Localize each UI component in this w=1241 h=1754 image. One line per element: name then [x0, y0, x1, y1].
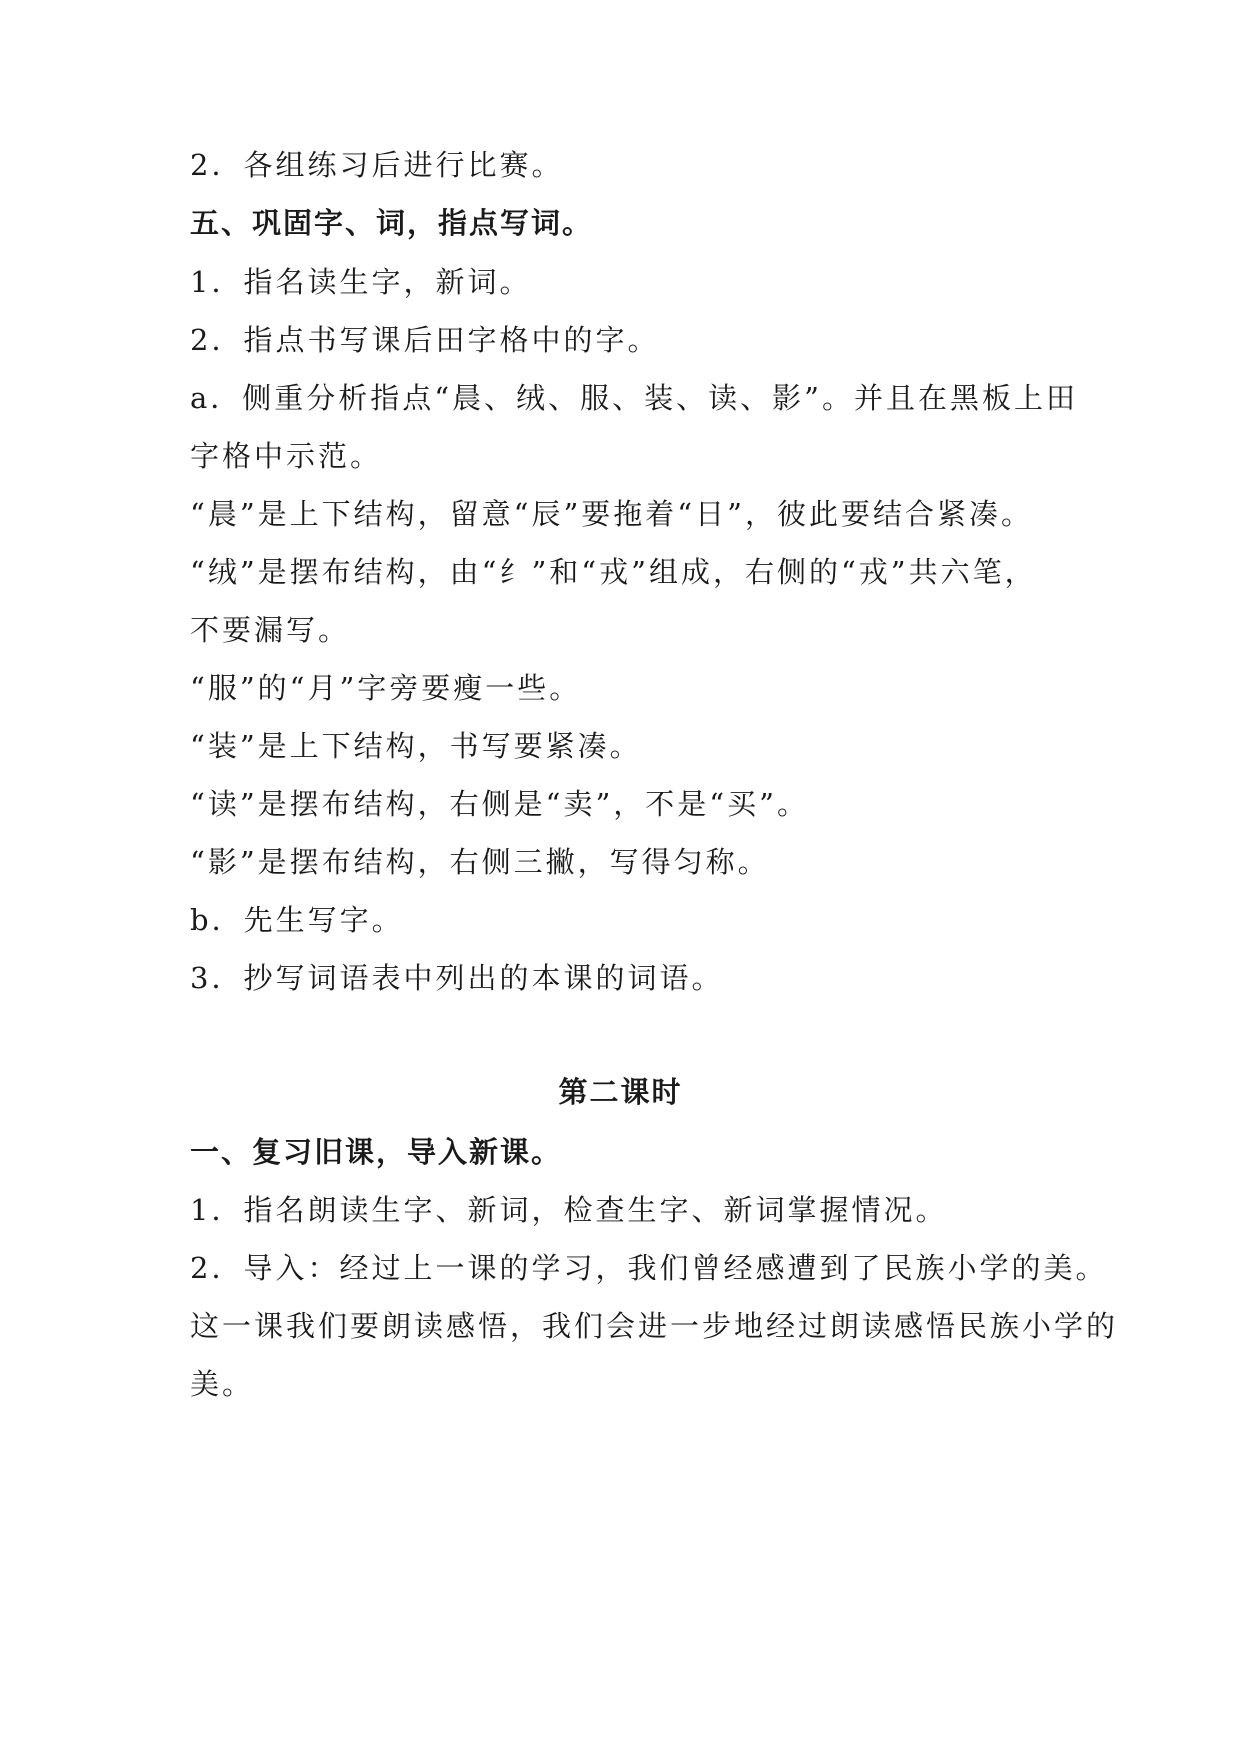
lesson-period-title: 第二课时	[558, 1075, 683, 1109]
paragraph-line: 2．指点书写课后田字格中的字。	[190, 323, 660, 357]
paragraph-line: “读”是摆布结构，右侧是“卖”，不是“买”。	[190, 787, 809, 821]
paragraph-line: 1．指名朗读生字、新词，检查生字、新词掌握情况。	[190, 1193, 948, 1227]
paragraph-line: “装”是上下结构，书写要紧凑。	[190, 729, 642, 763]
paragraph-line: 字格中示范。	[190, 439, 383, 473]
paragraph-line: 不要漏写。	[190, 613, 351, 647]
paragraph-line: a．侧重分析指点“晨、绒、服、装、读、影”。并且在黑板上田	[190, 381, 1078, 415]
paragraph-line: 3．抄写词语表中列出的本课的词语。	[190, 961, 724, 995]
paragraph-line: 美。	[190, 1367, 255, 1401]
paragraph-line: 1．指名读生字，新词。	[190, 265, 532, 299]
paragraph-line: 2．导入：经过上一课的学习，我们曾经感遭到了民族小学的美。	[190, 1251, 1108, 1285]
section-heading: 一、复习旧课，导入新课。	[190, 1135, 563, 1169]
paragraph-line: b．先生写字。	[190, 903, 404, 937]
paragraph-line: 2．各组练习后进行比赛。	[190, 148, 564, 182]
paragraph-line: “绒”是摆布结构，由“纟”和“戎”组成，右侧的“戎”共六笔，	[190, 555, 1037, 589]
section-heading: 五、巩固字、词，指点写词。	[190, 206, 594, 240]
paragraph-line: “影”是摆布结构，右侧三撇，写得匀称。	[190, 845, 770, 879]
paragraph-line: 这一课我们要朗读感悟，我们会进一步地经过朗读感悟民族小学的	[190, 1309, 1119, 1343]
paragraph-line: “服”的“月”字旁要瘦一些。	[190, 671, 582, 705]
paragraph-line: “晨”是上下结构，留意“辰”要拖着“日”，彼此要结合紧凑。	[190, 497, 1033, 531]
